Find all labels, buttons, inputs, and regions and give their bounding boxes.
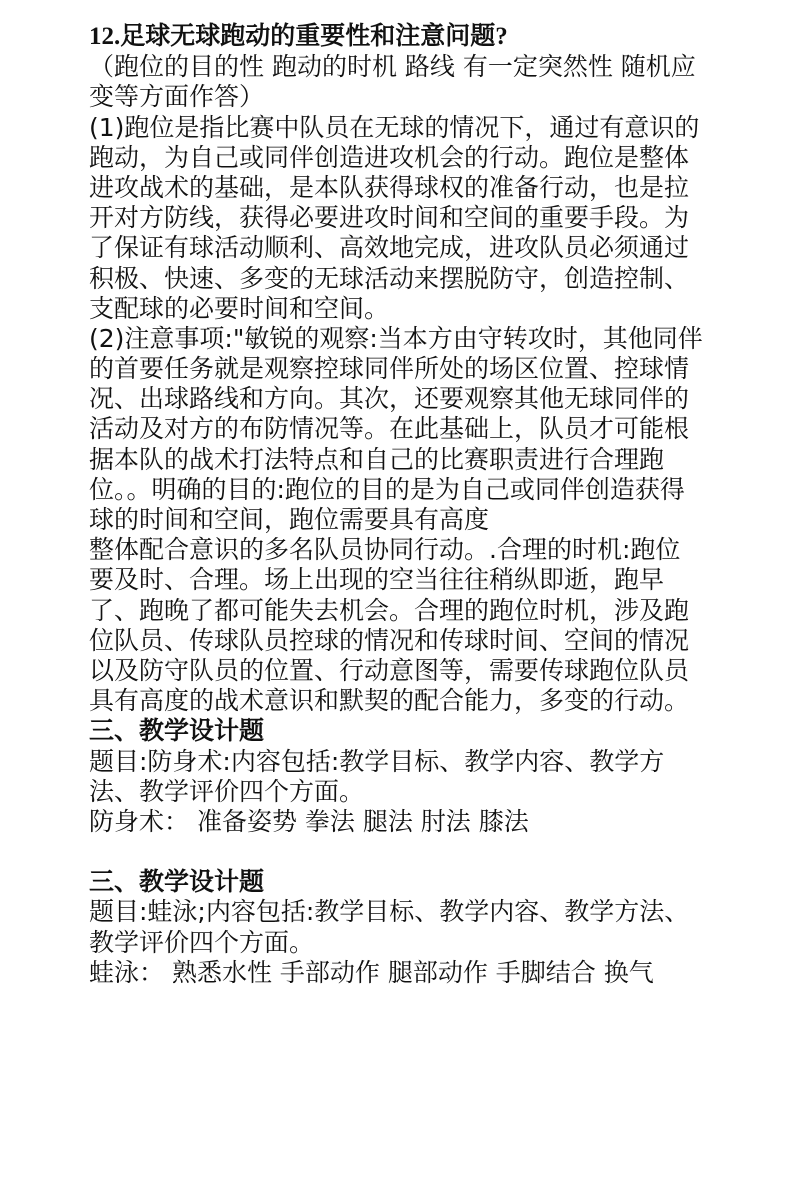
question-12 [89,22,789,716]
question-title: 12.足球无球跑动的重要性和注意问题? [89,23,508,50]
hint-line: （跑位的目的性 跑动的时机 路线 有一定突然性 随机应 [89,52,696,82]
paragraph-line: 了保证有球活动顺利、高效地完成，进攻队员必须通过 [89,233,690,263]
teaching-design-self-defense [89,716,789,837]
spacer [89,837,789,867]
teaching-design-breaststroke [89,867,789,988]
paragraph-line: 了、跑晚了都可能失去机会。合理的跑位时机，涉及跑 [89,595,690,625]
paragraph-line: 况、出球路线和方向。其次，还要观察其他无球同伴的 [89,384,690,414]
paragraph-line: 整体配合意识的多名队员协同行动。.合理的时机:跑位 [89,535,681,565]
paragraph-line: 支配球的必要时间和空间。 [89,293,390,323]
paragraph-line: (1)跑位是指比赛中队员在无球的情况下，通过有意识的 [89,112,700,142]
prompt-line: 教学评价四个方面。 [89,927,315,957]
paragraph-line: 球的时间和空间，跑位需要具有高度 [89,505,490,534]
paragraph-line: 跑动，为自己或同伴创造进攻机会的行动。跑位是整体 [89,142,690,172]
hint-line: 变等方面作答） [89,82,265,112]
section-heading: 三、教学设计题 [89,716,265,746]
answer-hint [89,52,789,112]
paragraph-line: 要及时、合理。场上出现的空当往往稍纵即逝，跑早 [89,565,665,595]
paragraph-line: 活动及对方的布防情况等。在此基础上，队员才可能根 [89,414,690,444]
answer-line: 防身术： 准备姿势 拳法 腿法 肘法 膝法 [89,806,529,836]
paragraph-line: 进攻战术的基础，是本队获得球权的准备行动，也是拉 [89,172,690,202]
answer-line: 蛙泳： 熟悉水性 手部动作 腿部动作 手脚结合 换气 [89,957,654,987]
prompt-line: 题目:防身术:内容包括:教学目标、教学内容、教学方 [89,746,665,776]
document-page [89,22,789,988]
paragraph-line: (2)注意事项:"敏锐的观察:当本方由守转攻时，其他同伴 [89,323,703,353]
paragraph-line: 位队员、传球队员控球的情况和传球时间、空间的情况 [89,625,690,655]
section-heading: 三、教学设计题 [89,867,265,897]
paragraph-line: 积极、快速、多变的无球活动来摆脱防守，创造控制、 [89,263,690,293]
prompt-line: 法、教学评价四个方面。 [89,776,365,806]
paragraph-line: 的首要任务就是观察控球同伴所处的场区位置、控球情 [89,354,690,384]
paragraph-line: 据本队的战术打法特点和自己的比赛职责进行合理跑 [89,444,665,474]
paragraph-line: 开对方防线，获得必要进攻时间和空间的重要手段。为 [89,203,690,233]
paragraph-line: 具有高度的战术意识和默契的配合能力，多变的行动。 [89,686,690,716]
answer-part-2 [89,324,789,716]
prompt-line: 题目:蛙泳;内容包括:教学目标、教学内容、教学方法、 [89,897,690,927]
answer-part-1 [89,113,789,324]
paragraph-line: 位。。明确的目的:跑位的目的是为自己或同伴创造获得 [89,474,685,504]
paragraph-line: 以及防守队员的位置、行动意图等，需要传球跑位队员 [89,655,690,685]
